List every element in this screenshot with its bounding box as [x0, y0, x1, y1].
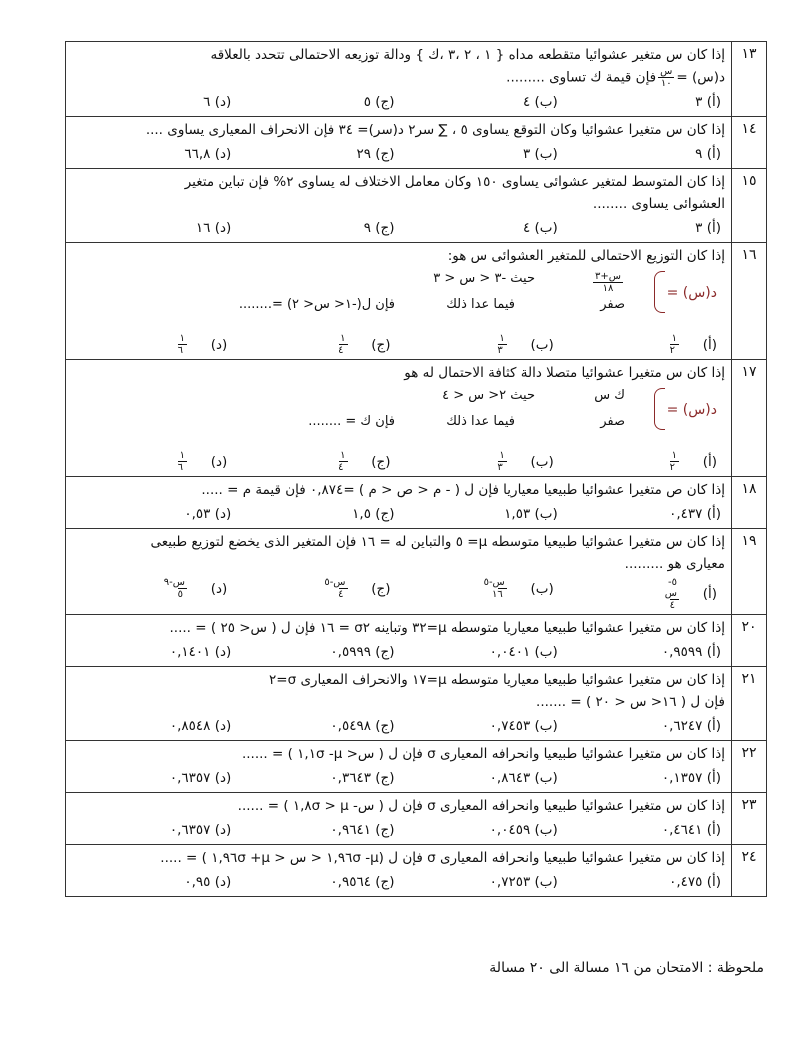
question-text: إذا كان ص متغيرا عشوائيا طبيعيا معياريا فإن ل ( - م < ص < م ) =٠,٨٧٤ فإن قيمة م = ..... [201, 482, 725, 498]
question-text: إذا كان س متغيرا عشوائيا طبيعيا وانحرافه المعيارى σ فإن ل (μ- ١,٩٦σ < س < μ+ ١,٩٦σ ) = ..... [160, 850, 725, 866]
question-number: ٢٠ [732, 615, 767, 667]
fraction-denominator: ٣ [497, 345, 503, 356]
question-text: إذا كان س متغيرا عشوائيا طبيعيا معياريا متوسطه μ=٣٢ وتباينه σ٢ = ١٦ فإن ل ( س< ٢٥ ) = ..... [169, 620, 725, 636]
question-number: ٢١ [732, 667, 767, 741]
question-text: إذا كان س متغيرا عشوائيا طبيعيا معياريا متوسطه μ=١٧ والانحراف المعيارى σ=٢ [269, 672, 725, 688]
question-body [66, 615, 732, 667]
answer-option: (د) ٠,٥٣ [184, 506, 232, 522]
question-text: إذا كان س متغيرا عشوائيا طبيعيا وانحرافه المعيارى σ فإن ل ( س< μ- ١,١σ ) = ...... [241, 746, 725, 762]
answer-option: (ج) ٠,٥٩٩٩ [330, 644, 395, 660]
fraction-numerator: ١ [671, 333, 677, 344]
answer-option [72, 450, 235, 473]
answer-option: (ج) ٠,٩٦٤١ [330, 822, 395, 838]
piece-condition: حيث ٢< س < ٤ [442, 388, 535, 403]
question-text-continued: فإن ل ( ١٦< س < ٢٠ ) = ....... [536, 694, 725, 710]
question-text: إذا كان س متغيرا عشوائيا طبيعيا متوسطه μ= ٥ والتباين له = ١٦ فإن المتغير الذى يخضع لتوزيع طبيعى [150, 534, 725, 550]
answer-option: (ج) ٩ [363, 220, 395, 236]
answer-option: (د) ٠,٨٥٤٨ [169, 718, 232, 734]
piece-expression [591, 271, 625, 294]
question-number: ٢٢ [732, 741, 767, 793]
option-letter: (ب) [530, 580, 554, 597]
question-body [66, 42, 732, 117]
answer-option [562, 450, 725, 473]
answer-option [235, 333, 398, 356]
formula-prefix: د(س) = [676, 69, 725, 86]
option-letter: (أ) [702, 336, 717, 353]
answer-option: (ب) ٠,٧٤٥٣ [489, 718, 558, 734]
answer-option [562, 577, 725, 611]
fraction-numerator: س+٣ [595, 271, 621, 282]
answer-option: (ج) ٠,٣٦٤٣ [330, 770, 395, 786]
answer-option: (أ) ٩ [695, 146, 721, 162]
question-number: ١٧ [732, 360, 767, 477]
answer-option: (أ) ٠,٤٣٧ [669, 506, 721, 522]
fraction-denominator: ٤ [669, 600, 675, 611]
fraction-numerator: ١ [671, 450, 677, 461]
question-number: ١٥ [732, 169, 767, 243]
question-row [66, 169, 767, 243]
fraction-numerator: ١ [499, 333, 505, 344]
option-letter: (د) [210, 580, 228, 597]
question-body [66, 793, 732, 845]
fraction-denominator: ٢ [669, 345, 675, 356]
fraction-denominator: ٣ [497, 462, 503, 473]
option-fraction [657, 450, 697, 473]
question-row [66, 117, 767, 169]
question-body [66, 117, 732, 169]
fraction-denominator: ٦ [177, 462, 183, 473]
option-fraction [165, 577, 205, 600]
answer-option: (د) ٦٦,٨ [184, 146, 232, 162]
question-row [66, 529, 767, 615]
answer-option [235, 577, 398, 611]
option-letter: (د) [210, 453, 228, 470]
question-number: ١٩ [732, 529, 767, 615]
answer-option: (ج) ٢٩ [356, 146, 395, 162]
piece-expression: ك س [594, 388, 625, 403]
option-fraction [484, 450, 524, 473]
answer-option: (ب) ١,٥٣ [504, 506, 558, 522]
answer-options [72, 715, 725, 737]
brace [654, 388, 665, 430]
answer-option: (ب) ٤ [522, 220, 558, 236]
option-letter: (ج) [371, 453, 391, 470]
question-number: ١٤ [732, 117, 767, 169]
answer-option [399, 577, 562, 611]
question-row [66, 741, 767, 793]
question-row [66, 615, 767, 667]
answer-option: (د) ٠,٦٣٥٧ [169, 770, 232, 786]
answer-option: (ب) ٠,٨٦٤٣ [489, 770, 558, 786]
answer-option: (ج) ٥ [363, 94, 395, 110]
fraction-numerator: س-٥ [324, 577, 346, 588]
fraction-numerator: ١ [340, 450, 346, 461]
option-letter: (أ) [702, 586, 717, 602]
question-body [66, 845, 732, 897]
option-fraction [165, 333, 205, 356]
option-fraction [325, 333, 365, 356]
answer-options [72, 641, 725, 663]
fraction-denominator: ١٠ [660, 78, 672, 89]
answer-option [72, 577, 235, 611]
question-row [66, 667, 767, 741]
option-fraction [325, 577, 365, 600]
answer-option [399, 333, 562, 356]
fraction-numerator: ٥-س [664, 577, 677, 599]
answer-option: (ج) ٠,٥٤٩٨ [330, 718, 395, 734]
question-number: ٢٣ [732, 793, 767, 845]
question-body [66, 243, 732, 360]
answer-option [72, 333, 235, 356]
answer-option: (ب) ٣ [522, 146, 558, 162]
question-row [66, 793, 767, 845]
piece-condition-otherwise: فيما عدا ذلك [446, 297, 515, 312]
answer-option: (د) ٦ [203, 94, 232, 110]
question-body [66, 667, 732, 741]
answer-option: (ج) ٠,٩٥٦٤ [330, 874, 395, 890]
question-text-continued: معيارى هو ......... [624, 556, 725, 572]
questions-table [65, 41, 767, 897]
answer-option: (ب) ٠,٠٤٠١ [489, 644, 558, 660]
answer-option [235, 450, 398, 473]
answer-option: (د) ١٦ [195, 220, 232, 236]
brace [654, 271, 665, 313]
question-formula-line [72, 66, 725, 89]
answer-option: (أ) ٠,١٣٥٧ [661, 770, 721, 786]
question-body [66, 529, 732, 615]
question-ask: فإن ك = ........ [308, 414, 395, 429]
answer-option [562, 333, 725, 356]
fraction-denominator: ٢ [669, 462, 675, 473]
fraction-denominator: ١٨ [602, 283, 614, 294]
question-ask: فإن ل(-١< س< ٢) =........ [238, 297, 395, 312]
question-body [66, 477, 732, 529]
piece-expression-zero: صفر [600, 414, 625, 429]
answer-option: (ب) ٠,٧٢٥٣ [489, 874, 558, 890]
fraction-numerator: س-٥ [483, 577, 505, 588]
fraction-numerator: ١ [179, 450, 185, 461]
fraction-numerator: س [660, 66, 673, 77]
option-letter: (ب) [530, 453, 554, 470]
question-number: ٢٤ [732, 845, 767, 897]
answer-options [72, 503, 725, 525]
fraction-numerator: ١ [340, 333, 346, 344]
formula-fraction [658, 66, 674, 89]
question-body [66, 169, 732, 243]
question-number: ١٦ [732, 243, 767, 360]
answer-options [72, 143, 725, 165]
fraction-numerator: ١ [499, 450, 505, 461]
answer-options [72, 871, 725, 893]
question-row [66, 360, 767, 477]
question-text: إذا كان س متغيرا عشوائيا متصلا دالة كثافة الاحتمال له هو [404, 365, 725, 381]
answer-option: (أ) ٣ [695, 94, 721, 110]
fraction-denominator: ١٦ [492, 589, 503, 600]
fraction-denominator: ٤ [338, 345, 344, 356]
fraction-numerator: ١ [179, 333, 185, 344]
answer-options [72, 767, 725, 789]
option-fraction [657, 577, 697, 611]
answer-options [72, 333, 725, 356]
piece-fraction [593, 271, 623, 294]
answer-options [72, 450, 725, 473]
formula-suffix: فإن قيمة ك تساوى ......... [506, 69, 657, 86]
question-row [66, 477, 767, 529]
answer-option [399, 450, 562, 473]
answer-option: (ب) ٤ [522, 94, 558, 110]
option-letter: (أ) [702, 453, 717, 470]
answer-options [72, 819, 725, 841]
piecewise-function [72, 384, 725, 448]
answer-options [72, 577, 725, 611]
exam-note: ملحوظة : الامتحان من ١٦ مسالة الى ٢٠ مسالة [489, 960, 764, 976]
function-label: د(س) = [666, 285, 717, 301]
question-body [66, 741, 732, 793]
question-text: إذا كان س متغير عشوائيا متقطعه مداه { ١ ، ٢ ،٣ ،ك } ودالة توزيعه الاحتمالى تتحدد بالعلاقه [210, 47, 725, 63]
option-fraction [165, 450, 205, 473]
piece-condition: حيث -٣ < س < ٣ [433, 271, 535, 286]
option-letter: (ج) [371, 336, 391, 353]
answer-option: (أ) ٠,٩٥٩٩ [661, 644, 721, 660]
answer-option: (أ) ٠,٤٦٤١ [661, 822, 721, 838]
question-row [66, 845, 767, 897]
option-letter: (ج) [371, 580, 391, 597]
answer-option: (ج) ١,٥ [352, 506, 395, 522]
question-text-continued: العشوائى يساوى ........ [592, 196, 725, 212]
answer-options [72, 91, 725, 113]
option-letter: (د) [210, 336, 228, 353]
question-text: إذا كان س متغيرا عشوائيا وكان التوقع يساوى ٥ ، ∑ سر٢ د(سر)= ٣٤ فإن الانحراف المعيارى يساوى .... [145, 122, 725, 138]
piecewise-function [72, 267, 725, 331]
question-text: إذا كان المتوسط لمتغير عشوائى يساوى ١٥٠ وكان معامل الاختلاف له يساوى ٢% فإن تباين متغير [184, 174, 725, 190]
fraction-denominator: ٤ [338, 589, 344, 600]
option-fraction [484, 577, 524, 600]
fraction-denominator: ٥ [177, 589, 183, 600]
function-label: د(س) = [666, 402, 717, 418]
answer-option: (ب) ٠,٠٤٥٩ [489, 822, 558, 838]
fraction-denominator: ٦ [177, 345, 183, 356]
piece-condition-otherwise: فيما عدا ذلك [446, 414, 515, 429]
question-text: إذا كان س متغيرا عشوائيا طبيعيا وانحرافه المعيارى σ فإن ل ( س- μ < ١,٨σ ) = ...... [237, 798, 725, 814]
answer-option: (أ) ٠,٦٢٤٧ [661, 718, 721, 734]
option-fraction [657, 333, 697, 356]
fraction-denominator: ٤ [338, 462, 344, 473]
question-text: إذا كان التوزيع الاحتمالى للمتغير العشوائى س هو: [447, 248, 725, 264]
answer-option: (د) ٠,١٤٠١ [169, 644, 232, 660]
answer-option: (د) ٠,٦٣٥٧ [169, 822, 232, 838]
question-number: ١٨ [732, 477, 767, 529]
option-letter: (ب) [530, 336, 554, 353]
question-row [66, 243, 767, 360]
answer-option: (أ) ٣ [695, 220, 721, 236]
answer-option: (د) ٠,٩٥ [184, 874, 232, 890]
piece-expression-zero: صفر [600, 297, 625, 312]
answer-options [72, 217, 725, 239]
fraction-numerator: س-٩ [163, 577, 185, 588]
option-fraction [325, 450, 365, 473]
question-number: ١٣ [732, 42, 767, 117]
answer-option: (أ) ٠,٤٧٥ [669, 874, 721, 890]
option-fraction [484, 333, 524, 356]
question-row [66, 42, 767, 117]
question-body [66, 360, 732, 477]
